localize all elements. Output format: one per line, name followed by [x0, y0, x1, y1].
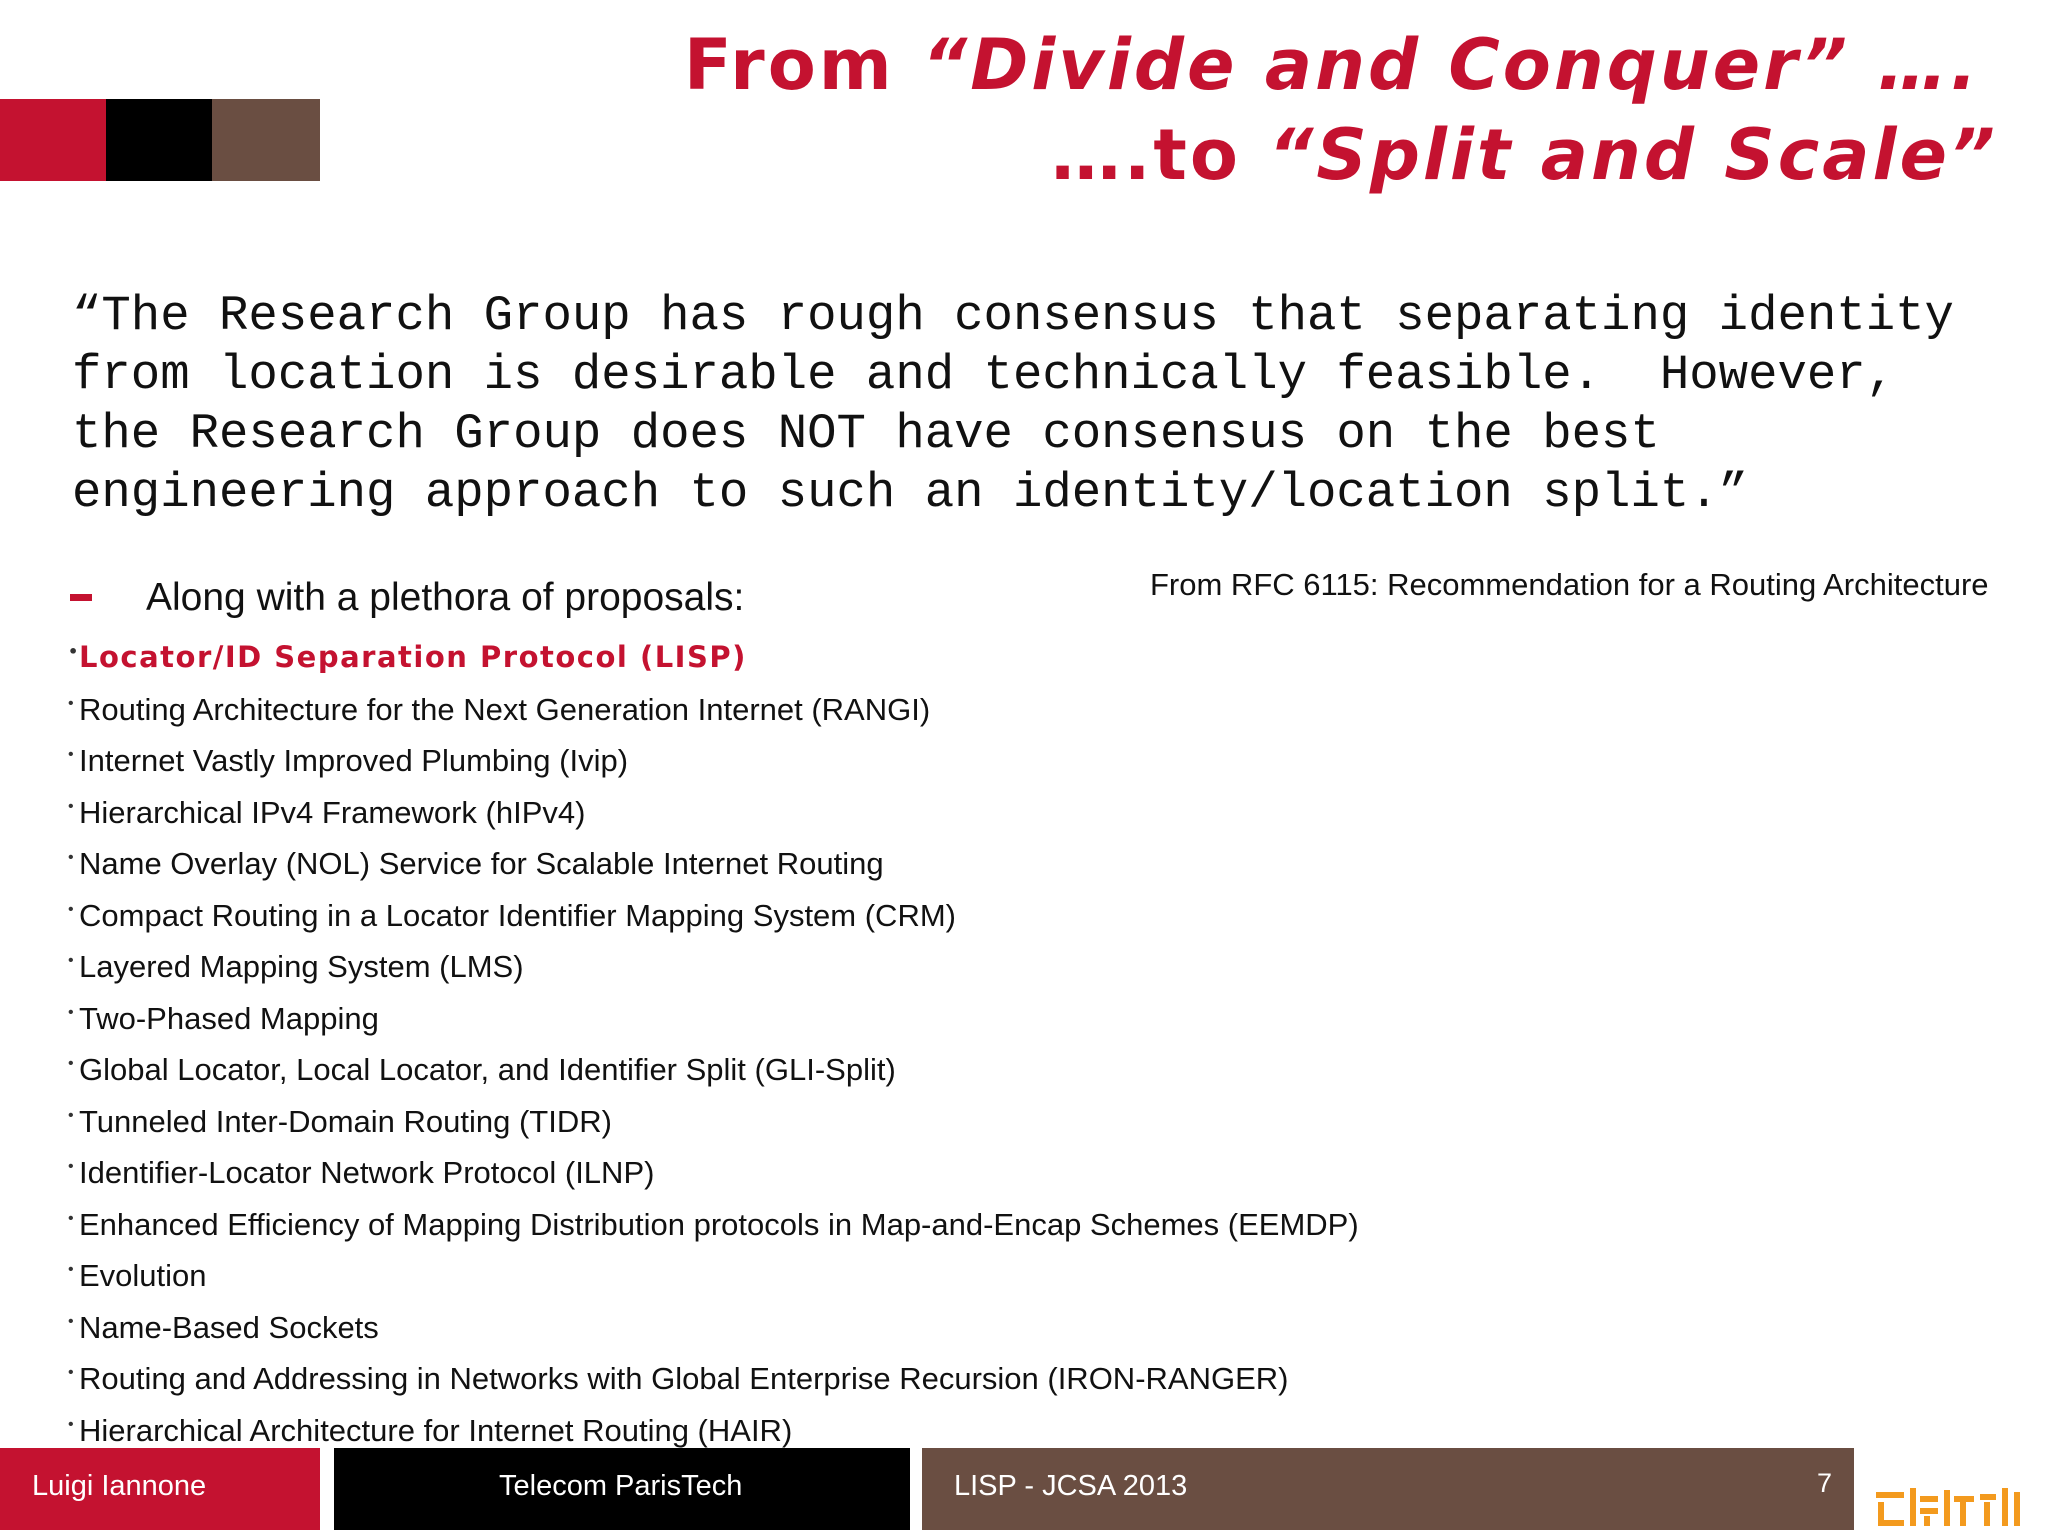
bullet-icon: • [68, 1261, 74, 1278]
bullet-icon: • [68, 1158, 74, 1175]
proposal-label: Layered Mapping System (LMS) [79, 949, 524, 984]
proposal-label: Routing Architecture for the Next Generation Internet (RANGI) [79, 691, 931, 727]
slide-title [684, 20, 1998, 200]
bullet-icon: • [68, 1055, 74, 1072]
bullet-icon: • [68, 642, 80, 661]
proposal-item [68, 735, 1359, 787]
proposal-label: Evolution [79, 1258, 207, 1293]
proposal-item [68, 1044, 1359, 1096]
institution-logo-icon [1876, 1488, 2024, 1528]
bullet-icon: • [68, 952, 74, 969]
proposal-label: Locator/ID Separation Protocol (LISP) [79, 640, 747, 674]
title-line-1: From “Divide and Conquer” …. [683, 24, 1980, 106]
bullet-icon: • [68, 797, 74, 815]
proposal-item [68, 684, 1359, 736]
proposal-item [68, 1147, 1359, 1199]
proposal-label: Hierarchical IPv4 Framework (hIPv4) [79, 794, 586, 830]
proposal-label: Compact Routing in a Locator Identifier Mapping System (CRM) [79, 897, 956, 933]
proposal-item [68, 1096, 1359, 1148]
proposal-label: Tunneled Inter-Domain Routing (TIDR) [79, 1103, 612, 1139]
proposal-item [68, 941, 1359, 993]
proposal-list [68, 632, 1359, 1456]
proposal-item [68, 1250, 1359, 1302]
proposal-label: Hierarchical Architecture for Internet Routing (HAIR) [79, 1412, 793, 1448]
bullet-icon: • [68, 1415, 74, 1433]
bullet-icon: • [68, 746, 74, 763]
proposal-item [68, 993, 1359, 1045]
dash-bullet-icon [70, 594, 92, 601]
bullet-icon: • [68, 1364, 74, 1381]
proposal-item [68, 1199, 1359, 1251]
header-accent-brown [212, 99, 320, 181]
proposal-item [68, 1302, 1359, 1354]
bullet-icon: • [68, 1209, 74, 1227]
proposal-label: Identifier-Locator Network Protocol (ILNP) [79, 1155, 655, 1190]
page-number: 7 [1817, 1468, 1833, 1498]
footer-event: LISP - JCSA 2013 [954, 1470, 1188, 1502]
bullet-icon: • [68, 1312, 74, 1330]
source-note: From RFC 6115: Recommendation for a Routing Architecture [1150, 567, 1989, 602]
proposal-item [68, 787, 1359, 839]
proposal-item [68, 1353, 1359, 1405]
title-line-2: ….to “Split and Scale” [1050, 114, 1998, 196]
proposal-label: Enhanced Efficiency of Mapping Distribution protocols in Map-and-Encap Schemes (EEMDP) [79, 1206, 1359, 1242]
bullet-icon: • [68, 694, 74, 712]
proposal-label: Name-Based Sockets [79, 1309, 379, 1345]
proposal-label: Name Overlay (NOL) Service for Scalable Internet Routing [79, 846, 884, 881]
bullet-icon: • [68, 1106, 74, 1124]
proposal-item [68, 632, 1359, 684]
bullet-icon: • [68, 1003, 74, 1021]
proposal-item [68, 890, 1359, 942]
bullet-icon: • [68, 900, 74, 918]
footer-institution: Telecom ParisTech [499, 1470, 743, 1502]
bullet-icon: • [68, 849, 74, 866]
proposal-label: Routing and Addressing in Networks with Global Enterprise Recursion (IRON-RANGER) [79, 1361, 1289, 1396]
footer-author: Luigi Iannone [32, 1470, 207, 1502]
proposal-label: Internet Vastly Improved Plumbing (Ivip) [79, 743, 629, 778]
header-accent-red [0, 99, 106, 181]
rfc-quote: “The Research Group has rough consensus that separating identity from location is desirable and technically feasible. However, the Research Group does NOT have consensus on the best engineering approach to such an identity/location split.” [72, 288, 1954, 521]
proposal-label: Global Locator, Local Locator, and Identifier Split (GLI-Split) [79, 1052, 896, 1087]
header-accent-black [106, 99, 212, 181]
intro-text: Along with a plethora of proposals: [146, 576, 745, 619]
proposal-item [68, 838, 1359, 890]
proposal-label: Two-Phased Mapping [79, 1000, 379, 1036]
